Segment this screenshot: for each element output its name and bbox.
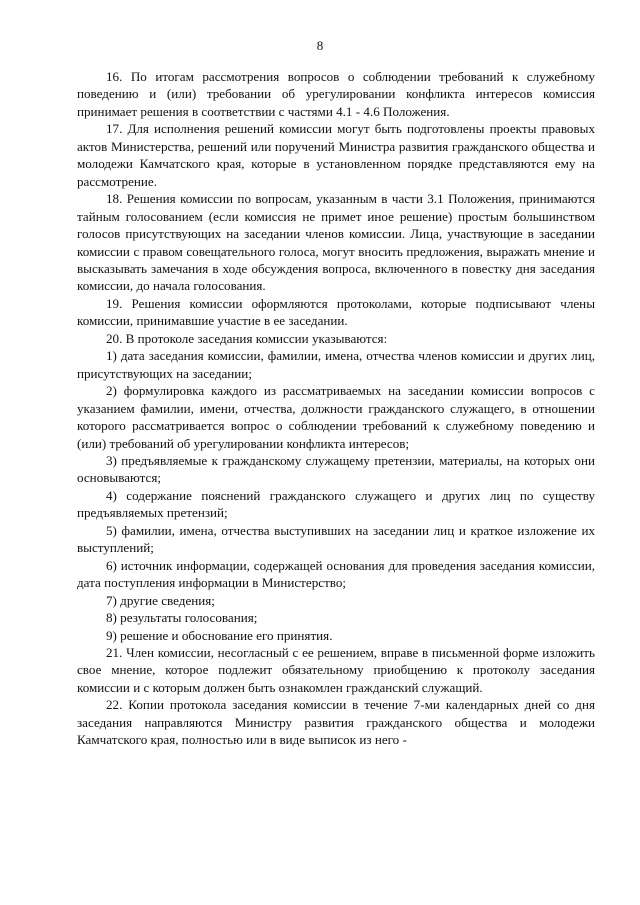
paragraph-19: 19. Решения комиссии оформляются протоколами, которые подписывают члены комиссии, принимавшие участие в ее заседании. (77, 295, 595, 329)
page-number: 8 (316, 38, 324, 53)
paragraph-17: 17. Для исполнения решений комиссии могут быть подготовлены проекты правовых актов Министерства, решений или поручений Министра развития гражданского общества и молодежи Камчатского края, которые в установленном порядке представляются ему на рассмотрение. (77, 121, 595, 189)
paragraph-22: 22. Копии протокола заседания комиссии в течение 7-ми календарных дней со дня заседания направляются Министру развития гражданского общества и молодежи Камчатского края, полностью или в виде выписок из него - (77, 697, 595, 748)
list-item-9: 9) решение и обоснование его принятия. (106, 627, 333, 643)
list-item-2: 2) формулировка каждого из рассматриваемых на заседании комиссии вопросов с указанием фамилии, имени, отчества, должности гражданского служащего, в отношении которого рассматривается вопрос о соблюдении требований к служебному поведению и (или) требований об урегулировании конфликта интересов; (77, 383, 595, 451)
list-item-5: 5) фамилии, имена, отчества выступивших на заседании лиц и краткое изложение их выступлений; (77, 522, 595, 556)
list-item-8: 8) результаты голосования; (106, 610, 258, 626)
paragraph-18: 18. Решения комиссии по вопросам, указанным в части 3.1 Положения, принимаются тайным голосованием (если комиссия не примет иное решение) простым большинством голосов присутствующих на заседании членов комиссии. Лица, участвующие в заседании комиссии с правом совещательного голоса, могут вносить предложения, выражать мнение и высказывать замечания в ходе обсуждения вопроса, включенного в повестку дня заседания комиссии, до начала голосования. (77, 191, 595, 294)
list-item-1: 1) дата заседания комиссии, фамилии, имена, отчества членов комиссии и других лиц, присутствующих на заседании; (77, 348, 595, 381)
paragraph-16: 16. По итогам рассмотрения вопросов о соблюдении требований к служебному поведению и (или) требовании об урегулировании конфликта интересов комиссия принимает решения в соответствии с частями 4.1 - 4.6 Положения. (77, 69, 595, 119)
list-item-4: 4) содержание пояснений гражданского служащего и других лиц по существу предъявляемых претензий; (77, 487, 595, 521)
paragraph-20: 20. В протоколе заседания комиссии указываются: (106, 330, 388, 346)
paragraph-21: 21. Член комиссии, несогласный с ее решением, вправе в письменной форме изложить свое мнение, которое подлежит обязательному приобщению к протоколу заседания комиссии и с которым должен быть ознакомлен гражданский служащий. (77, 644, 595, 695)
document-body (77, 68, 595, 749)
list-item-7: 7) другие сведения; (106, 592, 215, 608)
list-item-6: 6) источник информации, содержащей основания для проведения заседания комиссии, дата поступления информации в Министерство; (77, 557, 595, 591)
list-item-3: 3) предъявляемые к гражданскому служащему претензии, материалы, на которых они основываются; (77, 452, 595, 486)
